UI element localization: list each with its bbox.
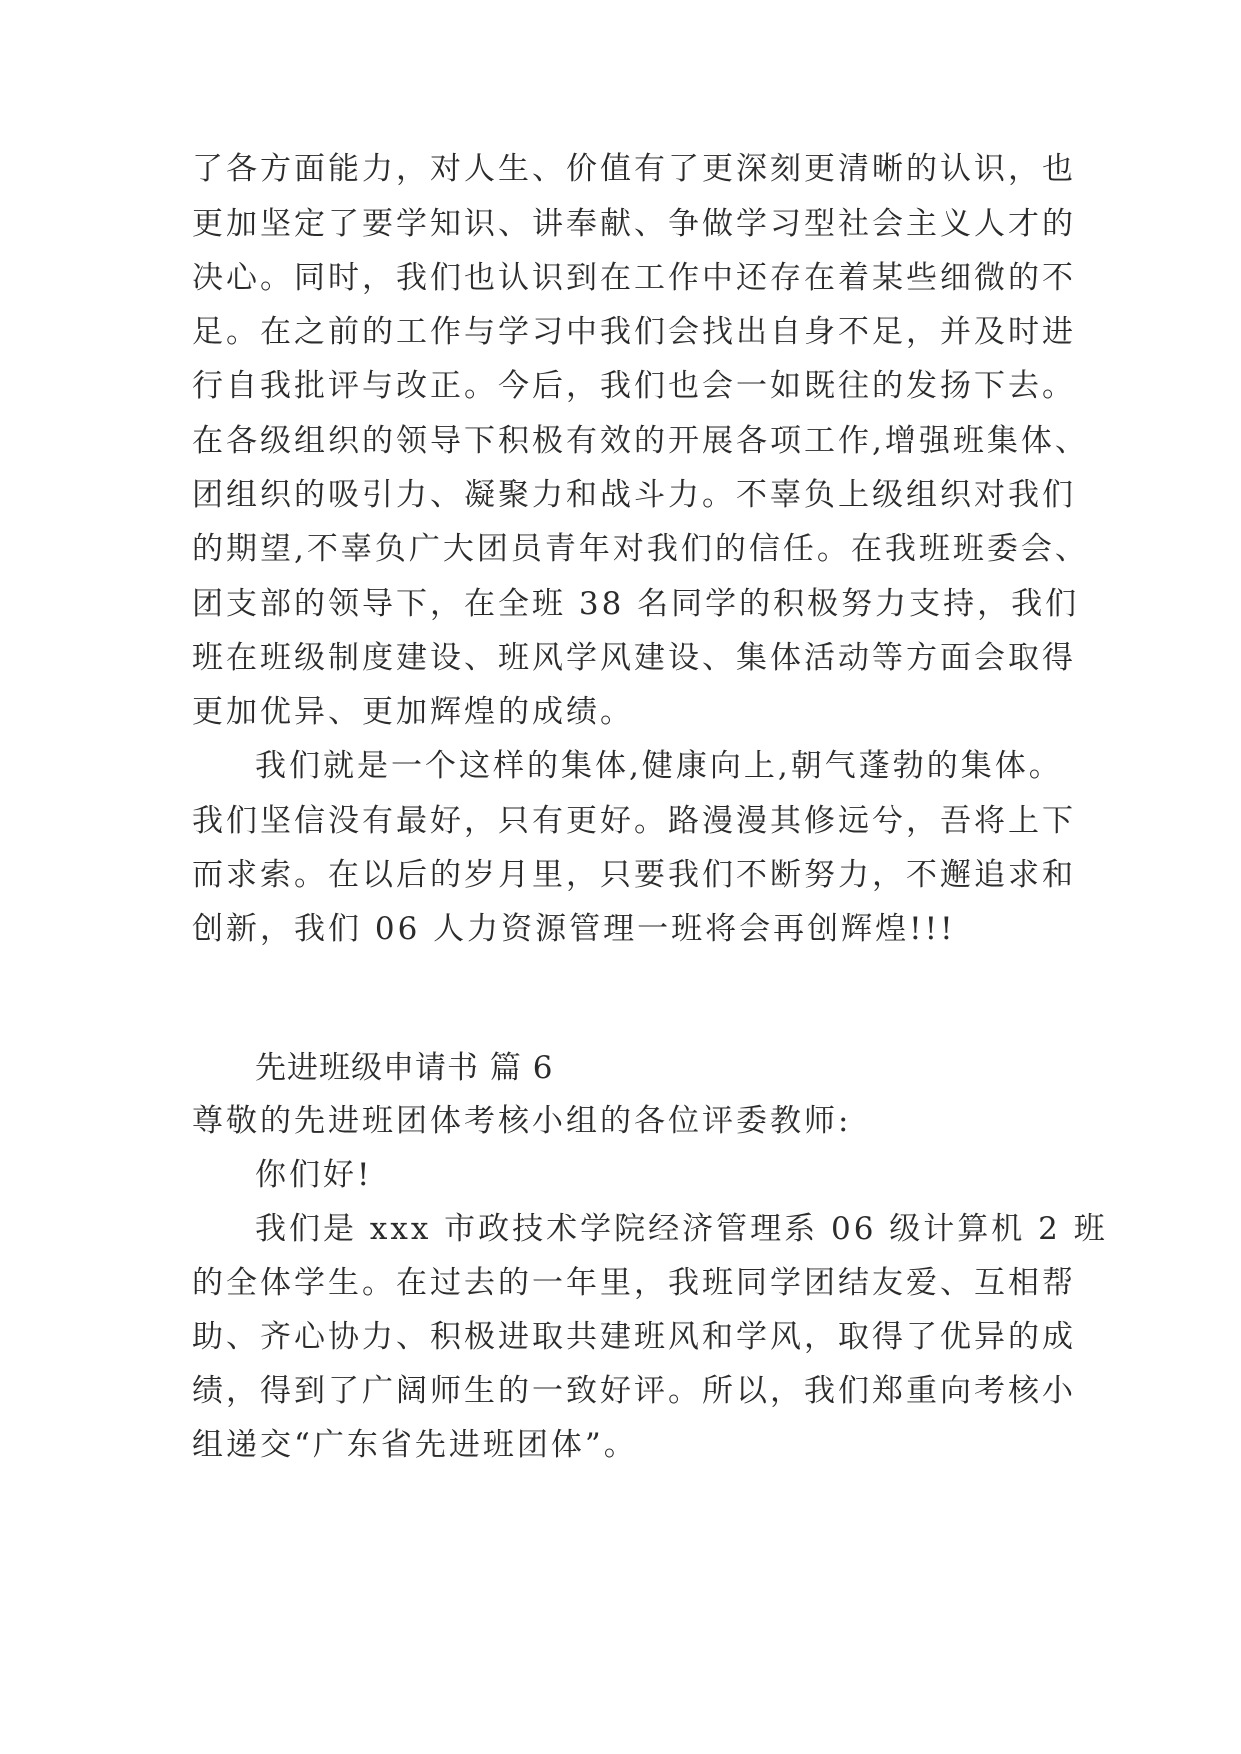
paragraph-line: 足。在之前的工作与学习中我们会找出自身不足，并及时进 xyxy=(192,314,1076,350)
section-heading: 先进班级申请书 篇 6 xyxy=(255,1050,554,1086)
paragraph-line-indented: 我们就是一个这样的集体,健康向上,朝气蓬勃的集体。 xyxy=(255,748,1063,784)
salutation: 尊敬的先进班团体考核小组的各位评委教师: xyxy=(192,1103,852,1139)
paragraph-line: 绩，得到了广阔师生的一致好评。所以，我们郑重向考核小 xyxy=(192,1373,1076,1409)
paragraph-line: 组递交“广东省先进班团体”。 xyxy=(192,1427,638,1463)
paragraph-line: 我们坚信没有最好，只有更好。路漫漫其修远兮，吾将上下 xyxy=(192,803,1076,839)
paragraph-line: 的期望,不辜负广大团员青年对我们的信任。在我班班委会、 xyxy=(192,531,1089,567)
paragraph-line: 更加坚定了要学知识、讲奉献、争做学习型社会主义人才的 xyxy=(192,206,1076,242)
paragraph-line: 行自我批评与改正。今后，我们也会一如既往的发扬下去。 xyxy=(192,368,1076,404)
paragraph-line: 更加优异、更加辉煌的成绩。 xyxy=(192,694,634,730)
greeting: 你们好! xyxy=(255,1157,373,1193)
paragraph-line: 团支部的领导下，在全班 38 名同学的积极努力支持，我们 xyxy=(192,586,1080,622)
paragraph-line: 决心。同时，我们也认识到在工作中还存在着某些细微的不 xyxy=(192,260,1076,296)
paragraph-line: 创新，我们 06 人力资源管理一班将会再创辉煌!!! xyxy=(192,911,956,947)
paragraph-line: 团组织的吸引力、凝聚力和战斗力。不辜负上级组织对我们 xyxy=(192,477,1076,513)
paragraph-line: 的全体学生。在过去的一年里，我班同学团结友爱、互相帮 xyxy=(192,1265,1076,1301)
paragraph-line: 了各方面能力，对人生、价值有了更深刻更清晰的认识，也 xyxy=(192,151,1076,187)
paragraph-line: 在各级组织的领导下积极有效的开展各项工作,增强班集体、 xyxy=(192,423,1089,459)
paragraph-line: 助、齐心协力、积极进取共建班风和学风，取得了优异的成 xyxy=(192,1319,1076,1355)
paragraph-line-indented: 我们是 xxx 市政技术学院经济管理系 06 级计算机 2 班 xyxy=(255,1211,1108,1247)
paragraph-line: 班在班级制度建设、班风学风建设、集体活动等方面会取得 xyxy=(192,640,1076,676)
paragraph-line: 而求索。在以后的岁月里，只要我们不断努力，不邂追求和 xyxy=(192,857,1076,893)
